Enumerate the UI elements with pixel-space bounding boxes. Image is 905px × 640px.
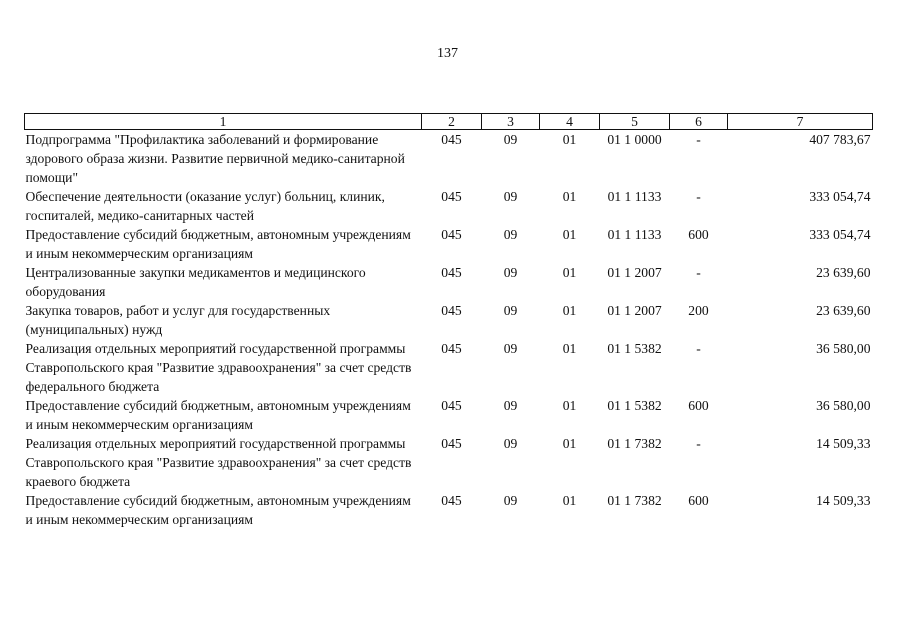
row-name: Предоставление субсидий бюджетным, автономным учреждениям и иным некоммерческим организациям [25, 227, 411, 261]
row-section-code: 09 [503, 341, 518, 356]
row-subsection-code: 01 [562, 398, 577, 413]
column-header-4: 4 [540, 114, 600, 130]
row-target-article: 01 1 5382 [607, 341, 662, 356]
row-name: Подпрограмма "Профилактика заболеваний и формирование здорового образа жизни. Развитие первичной медико-санитарной помощи" [25, 132, 405, 185]
table-row [25, 339, 873, 396]
row-ministry-code: 045 [441, 303, 462, 318]
row-ministry-code: 045 [441, 398, 462, 413]
header-row [25, 114, 873, 130]
row-ministry-code: 045 [441, 341, 462, 356]
row-amount: 36 580,00 [816, 398, 871, 413]
row-target-article: 01 1 0000 [607, 132, 662, 147]
row-subsection-code: 01 [562, 341, 577, 356]
row-section-code: 09 [503, 265, 518, 280]
row-section-code: 09 [503, 132, 518, 147]
row-section-code: 09 [503, 227, 518, 242]
row-name: Реализация отдельных мероприятий государственной программы Ставропольского края "Развитие здравоохранения" за счет средств краевого бюджета [25, 436, 412, 489]
row-amount: 407 783,67 [809, 132, 871, 147]
row-subsection-code: 01 [562, 265, 577, 280]
page-number: 137 [437, 46, 458, 61]
row-subsection-code: 01 [562, 303, 577, 318]
row-section-code: 09 [503, 398, 518, 413]
row-amount: 333 054,74 [809, 227, 871, 242]
row-target-article: 01 1 2007 [607, 265, 662, 280]
row-expense-type: - [696, 132, 701, 147]
row-section-code: 09 [503, 189, 518, 204]
table-body [25, 130, 873, 530]
column-header-5: 5 [600, 114, 670, 130]
row-ministry-code: 045 [441, 132, 462, 147]
row-section-code: 09 [503, 303, 518, 318]
row-target-article: 01 1 2007 [607, 303, 662, 318]
row-expense-type: - [696, 341, 701, 356]
table-row [25, 263, 873, 301]
row-name: Централизованные закупки медикаментов и медицинского оборудования [25, 265, 366, 299]
row-expense-type: 200 [688, 303, 709, 318]
row-subsection-code: 01 [562, 493, 577, 508]
row-section-code: 09 [503, 493, 518, 508]
row-amount: 14 509,33 [816, 493, 871, 508]
row-amount: 333 054,74 [809, 189, 871, 204]
row-amount: 36 580,00 [816, 341, 871, 356]
row-amount: 14 509,33 [816, 436, 871, 451]
row-name: Предоставление субсидий бюджетным, автономным учреждениям и иным некоммерческим организациям [25, 493, 411, 527]
row-subsection-code: 01 [562, 436, 577, 451]
row-amount: 23 639,60 [816, 265, 871, 280]
row-expense-type: - [696, 189, 701, 204]
budget-table [24, 113, 873, 529]
table-row [25, 434, 873, 491]
column-header-6: 6 [670, 114, 728, 130]
column-header-7: 7 [728, 114, 873, 130]
row-ministry-code: 045 [441, 493, 462, 508]
row-amount: 23 639,60 [816, 303, 871, 318]
row-expense-type: 600 [688, 398, 709, 413]
row-name: Предоставление субсидий бюджетным, автономным учреждениям и иным некоммерческим организациям [25, 398, 411, 432]
row-name: Реализация отдельных мероприятий государственной программы Ставропольского края "Развитие здравоохранения" за счет средств федерального бюджета [25, 341, 412, 394]
row-subsection-code: 01 [562, 227, 577, 242]
column-header-3: 3 [482, 114, 540, 130]
column-header-2: 2 [422, 114, 482, 130]
table-row [25, 491, 873, 529]
row-subsection-code: 01 [562, 132, 577, 147]
column-header-1: 1 [25, 114, 422, 130]
table-row [25, 225, 873, 263]
row-target-article: 01 1 7382 [607, 493, 662, 508]
row-expense-type: 600 [688, 227, 709, 242]
row-subsection-code: 01 [562, 189, 577, 204]
row-target-article: 01 1 7382 [607, 436, 662, 451]
row-ministry-code: 045 [441, 189, 462, 204]
row-name: Обеспечение деятельности (оказание услуг) больниц, клиник, госпиталей, медико-санитарных частей [25, 189, 385, 223]
table-row [25, 301, 873, 339]
row-ministry-code: 045 [441, 436, 462, 451]
row-expense-type: 600 [688, 493, 709, 508]
row-target-article: 01 1 1133 [607, 189, 662, 204]
table-row [25, 130, 873, 188]
row-name: Закупка товаров, работ и услуг для государственных (муниципальных) нужд [25, 303, 331, 337]
row-ministry-code: 045 [441, 227, 462, 242]
row-target-article: 01 1 1133 [607, 227, 662, 242]
row-ministry-code: 045 [441, 265, 462, 280]
table-header [25, 114, 873, 130]
row-expense-type: - [696, 436, 701, 451]
row-section-code: 09 [503, 436, 518, 451]
row-target-article: 01 1 5382 [607, 398, 662, 413]
row-expense-type: - [696, 265, 701, 280]
table-row [25, 396, 873, 434]
table-row [25, 187, 873, 225]
